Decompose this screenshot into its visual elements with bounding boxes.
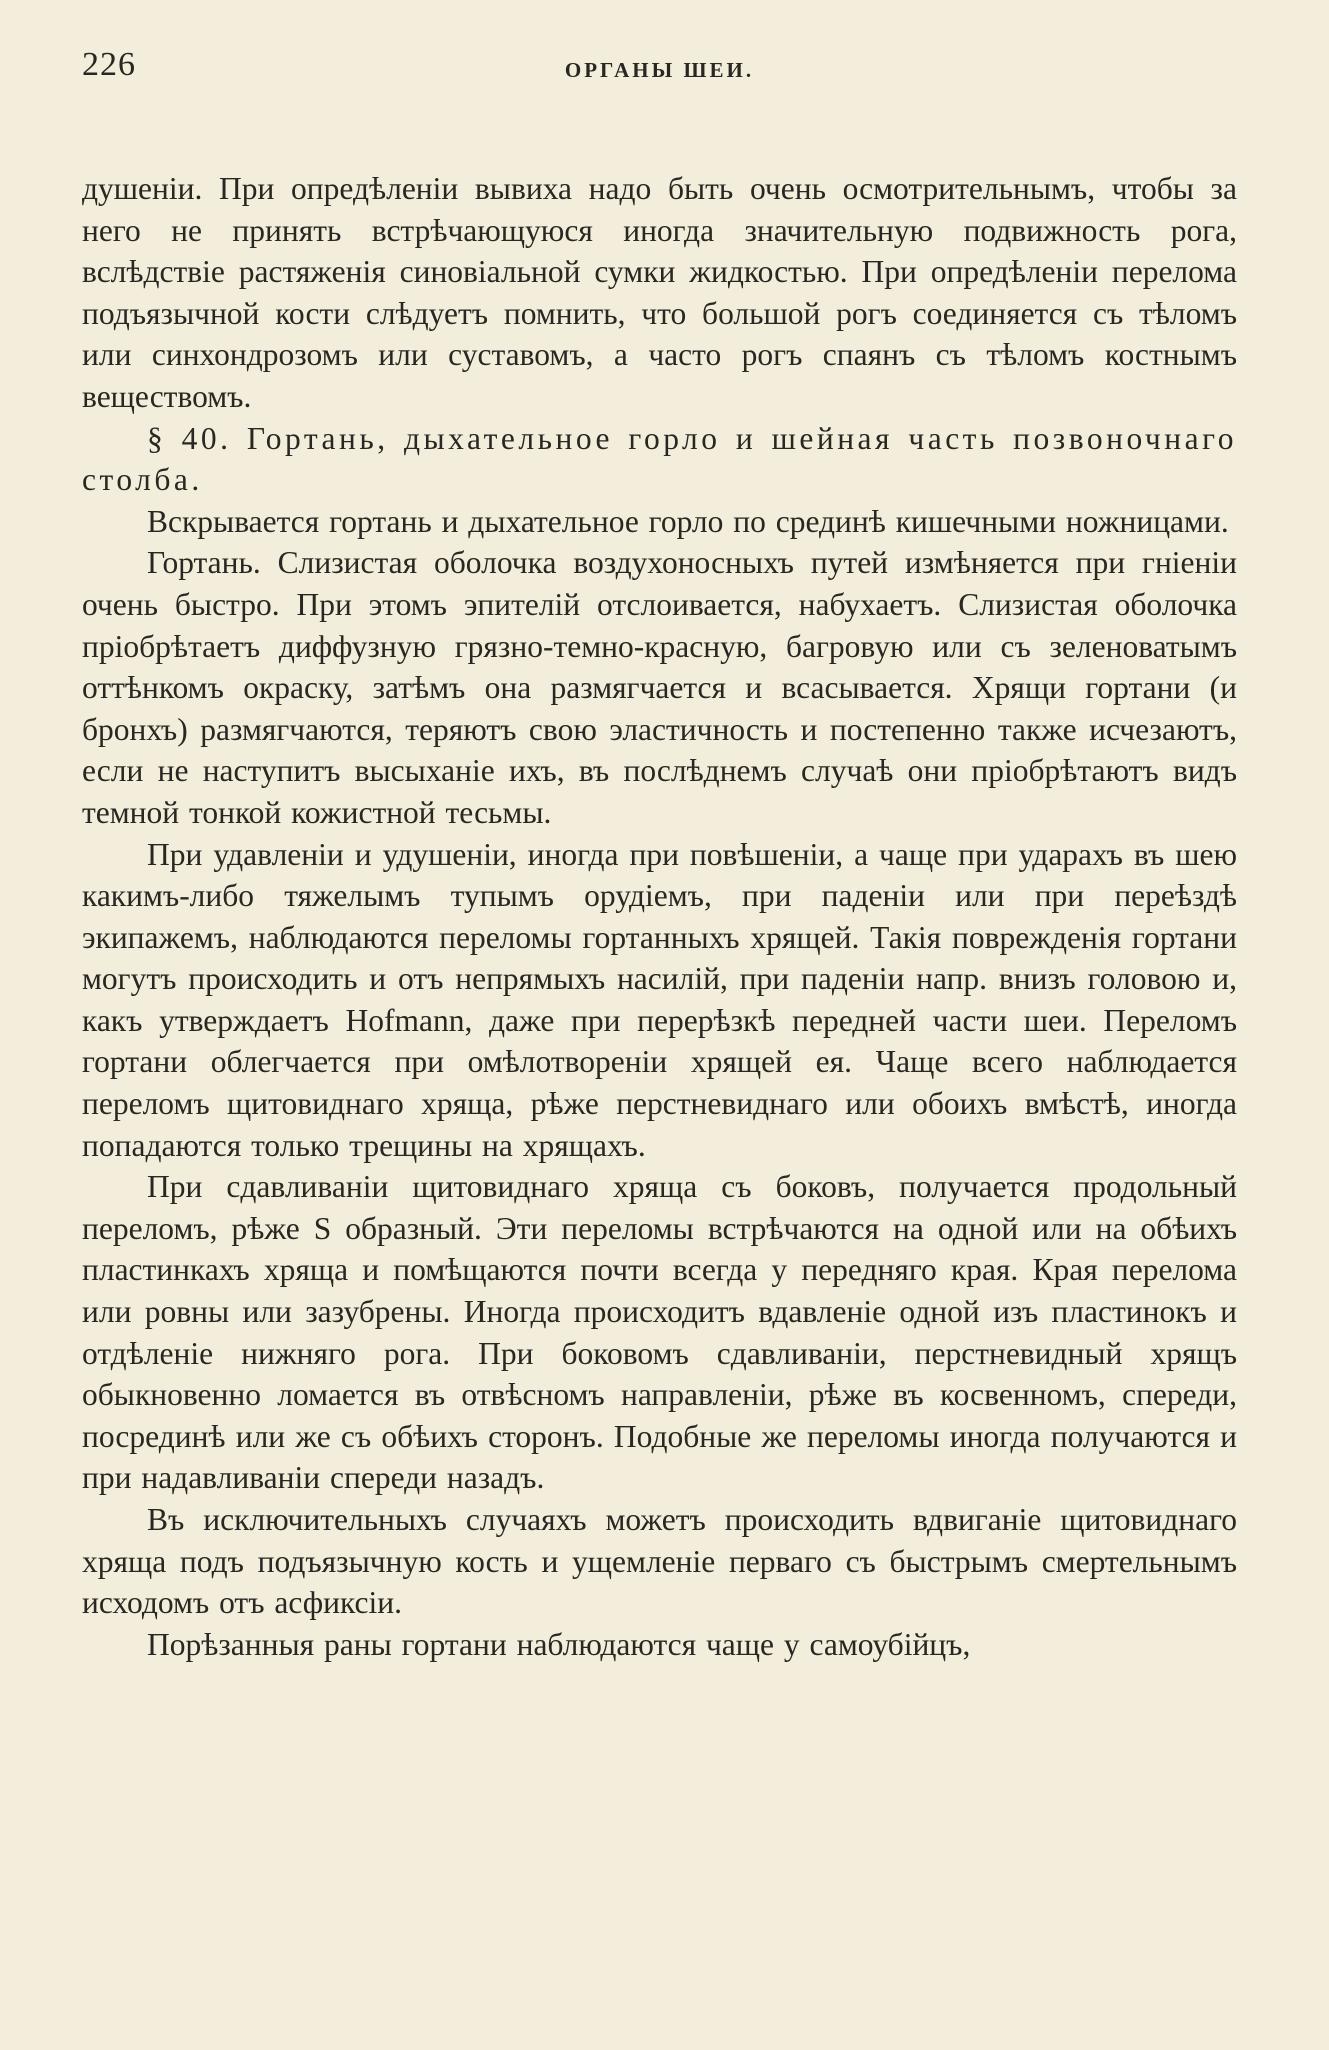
paragraph: При удавленiи и удушенiи, иногда при повѣшенiи, а чаще при ударахъ въ шею какимъ-либо тяжелымъ тупымъ орудiемъ, при паденiи или при переѣздѣ экипажемъ, наблюдаются переломы гортанныхъ хрящей. Такiя поврежденiя гортани могутъ происходить и отъ непрямыхъ насилiй, при паденiи напр. внизъ головою и, какъ утверждаетъ Hofmann, даже при перерѣзкѣ передней части шеи. Переломъ гортани облегчается при омѣлотворенiи хрящей ея. Чаще всего наблюдается переломъ щитовиднаго хряща, рѣже перстневиднаго или обоихъ вмѣстѣ, иногда попадаются только трещины на хрящахъ. bbox=[82, 836, 1237, 1163]
page-number: 226 bbox=[82, 46, 136, 83]
paragraph: Вскрывается гортань и дыхательное горло по срединѣ кишечными ножницами. bbox=[147, 503, 1229, 539]
running-title: ОРГАНЫ ШЕИ. bbox=[564, 58, 755, 82]
body-text bbox=[82, 168, 1237, 1665]
section-heading: § 40. Гортань, дыхательное горло и шейная часть позвоночнаго столба. bbox=[82, 420, 1237, 498]
page-header bbox=[82, 46, 1237, 108]
paragraph: Порѣзанныя раны гортани наблюдаются чаще у самоубiйцъ, bbox=[147, 1626, 971, 1662]
paragraph: При сдавливанiи щитовиднаго хряща съ боковъ, получается продольный переломъ, рѣже S образный. Эти переломы встрѣчаются на одной или на обѣихъ пластинкахъ хряща и помѣщаются почти всегда у передняго края. Края перелома или ровны или зазубрены. Иногда происходитъ вдавленiе одной изъ пластинокъ и отдѣленiе нижняго рога. При боковомъ сдавливанiи, перстневидный хрящъ обыкновенно ломается въ отвѣсномъ направленiи, рѣже въ косвенномъ, спереди, посрединѣ или же съ обѣихъ сторонъ. Подобные же переломы иногда получаются и при надавливанiи спереди назадъ. bbox=[82, 1169, 1237, 1496]
paragraph-continuation: душенiи. При опредѣленiи вывиха надо быть очень осмотрительнымъ, чтобы за него не принять встрѣчающуюся иногда значительную подвижность рога, вслѣдствiе растяженiя синовiальной сумки жидкостью. При опредѣленiи перелома подъязычной кости слѣдуетъ помнить, что большой рогъ соединяется съ тѣломъ или синхондрозомъ или суставомъ, а часто рогъ спаянъ съ тѣломъ костнымъ веществомъ. bbox=[82, 171, 1237, 414]
paragraph: Гортань. Слизистая оболочка воздухоносныхъ путей измѣняется при гнiенiи очень быстро. При этомъ эпителiй отслоивается, набухаетъ. Слизистая оболочка прiобрѣтаетъ диффузную грязно-темно-красную, багровую или съ зеленоватымъ оттѣнкомъ окраску, затѣмъ она размягчается и всасывается. Хрящи гортани (и бронхъ) размягчаются, теряютъ свою эластичность и постепенно также исчезаютъ, если не наступитъ высыханiе ихъ, въ послѣднемъ случаѣ они прiобрѣтаютъ видъ темной тонкой кожистной тесьмы. bbox=[82, 545, 1237, 830]
paragraph: Въ исключительныхъ случаяхъ можетъ происходить вдвиганiе щитовиднаго хряща подъ подъязычную кость и ущемленiе перваго съ быстрымъ смертельнымъ исходомъ отъ асфиксiи. bbox=[82, 1502, 1237, 1621]
